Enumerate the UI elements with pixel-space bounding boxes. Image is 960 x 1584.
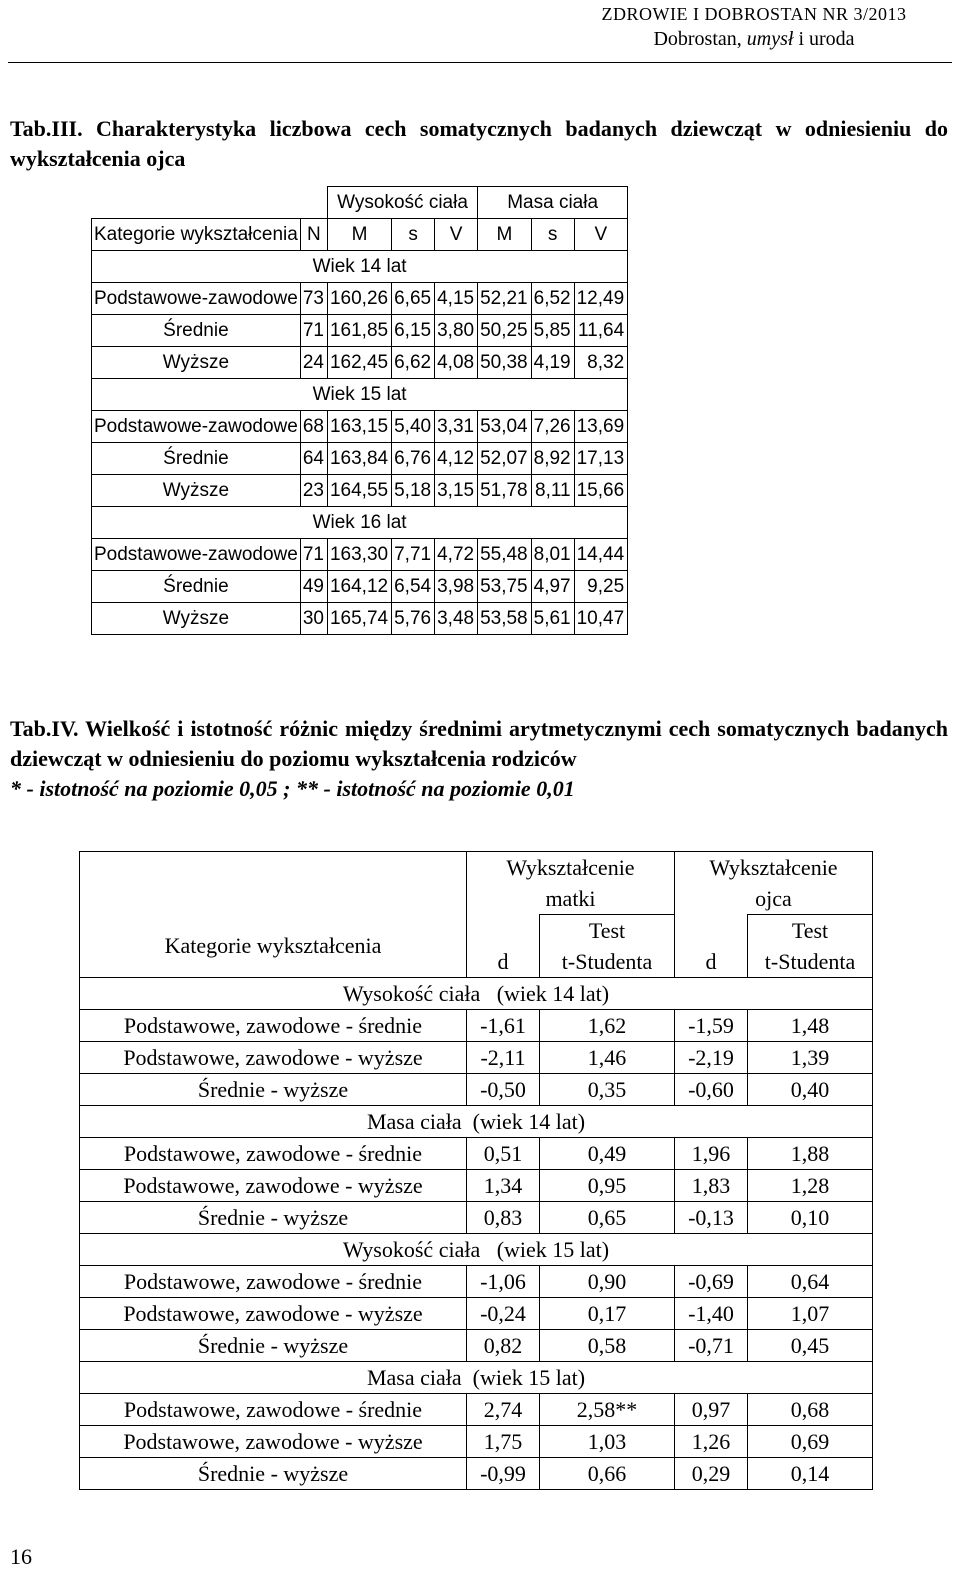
table4-cell: 1,46: [540, 1042, 675, 1074]
table4-father-test-line2: t-Studenta: [764, 949, 856, 974]
table4-cell: 0,97: [675, 1394, 748, 1426]
table3-cell: 5,76: [392, 603, 435, 635]
table4-row: [80, 1138, 873, 1170]
table4-mother-test-line2: t-Studenta: [561, 949, 653, 974]
table4-cell: -0,71: [675, 1330, 748, 1362]
table3-row-category: Średnie: [92, 315, 301, 347]
table4-row: [80, 1298, 873, 1330]
table4-cell: 1,03: [540, 1426, 675, 1458]
table4-section-row: [80, 978, 873, 1010]
table3-cell: 50,25: [478, 315, 532, 347]
table3-empty-cell: [92, 187, 301, 219]
table3-cell: 6,52: [531, 283, 574, 315]
table4-cell: 0,10: [748, 1202, 873, 1234]
table4-significance-note: * - istotność na poziomie 0,05 ; ** - istotność na poziomie 0,01: [10, 776, 575, 801]
table4-father-test-line1: Test: [791, 918, 829, 943]
table3-col-header: s: [531, 219, 574, 251]
table3-cell: 8,32: [574, 347, 628, 379]
table4-section-label: Wysokość ciała (wiek 15 lat): [80, 1234, 873, 1266]
table3-cell: 6,54: [392, 571, 435, 603]
table4-mother-line1: Wykształcenie: [506, 855, 635, 880]
table4-cell: -0,50: [467, 1074, 540, 1106]
table4-father-line1: Wykształcenie: [709, 855, 838, 880]
table4-father-d: d: [675, 915, 748, 978]
table4-row: [80, 1426, 873, 1458]
table3-col-header: M: [327, 219, 391, 251]
table4-row-category: Średnie - wyższe: [80, 1202, 467, 1234]
table3: [91, 186, 628, 635]
section-title-suffix: i uroda: [793, 28, 855, 50]
table3-cell: 3,98: [435, 571, 478, 603]
table4: [79, 851, 873, 1490]
table3-row: [92, 315, 628, 347]
table3-cell: 15,66: [574, 475, 628, 507]
table4-cell: 0,58: [540, 1330, 675, 1362]
table3-col-header: Kategorie wykształcenia: [92, 219, 301, 251]
table4-cell: 1,83: [675, 1170, 748, 1202]
table3-row: [92, 475, 628, 507]
table3-col-header: V: [574, 219, 628, 251]
table3-cell: 6,15: [392, 315, 435, 347]
table3-row: [92, 539, 628, 571]
table4-row-category: Podstawowe, zawodowe - średnie: [80, 1394, 467, 1426]
table3-cell: 4,15: [435, 283, 478, 315]
table3-col-header: N: [300, 219, 327, 251]
table3-group-mass: Masa ciała: [478, 187, 628, 219]
table3-cell: 7,71: [392, 539, 435, 571]
table4-cell: 0,68: [748, 1394, 873, 1426]
table3-cell: 17,13: [574, 443, 628, 475]
table3-cell: 49: [300, 571, 327, 603]
table4-cell: 2,74: [467, 1394, 540, 1426]
table4-cell: 1,48: [748, 1010, 873, 1042]
table4-cell: 0,66: [540, 1458, 675, 1490]
table4-cell: 0,49: [540, 1138, 675, 1170]
table4-cell: 0,45: [748, 1330, 873, 1362]
table4-father-test: [748, 915, 873, 978]
table3-cell: 3,48: [435, 603, 478, 635]
table3-row: [92, 411, 628, 443]
table3-row-category: Wyższe: [92, 603, 301, 635]
table4-row: [80, 1266, 873, 1298]
table4-body: [80, 852, 873, 1490]
table3-cell: 160,26: [327, 283, 391, 315]
table3-cell: 4,72: [435, 539, 478, 571]
table4-row: [80, 1458, 873, 1490]
table3-section-label: Wiek 14 lat: [92, 251, 628, 283]
table3-cell: 5,61: [531, 603, 574, 635]
table3-body: [92, 187, 628, 635]
table4-cell: -1,59: [675, 1010, 748, 1042]
table4-father-header: [675, 852, 873, 915]
table3-cell: 50,38: [478, 347, 532, 379]
table4-cell: -0,60: [675, 1074, 748, 1106]
table4-row: [80, 1202, 873, 1234]
table3-group-header-row: [92, 187, 628, 219]
table3-cell: 73: [300, 283, 327, 315]
table3-section-row: [92, 507, 628, 539]
table3-section-label: Wiek 16 lat: [92, 507, 628, 539]
table3-caption: Tab.III. Charakterystyka liczbowa cech somatycznych badanych dziewcząt w odniesieniu do wykształcenia ojca: [10, 116, 948, 171]
table3-row: [92, 347, 628, 379]
table3-cell: 7,26: [531, 411, 574, 443]
table4-cell: 0,40: [748, 1074, 873, 1106]
table4-cell: -0,24: [467, 1298, 540, 1330]
table4-row-category: Średnie - wyższe: [80, 1330, 467, 1362]
table3-row-category: Podstawowe-zawodowe: [92, 539, 301, 571]
table3-cell: 9,25: [574, 571, 628, 603]
table4-cell: 0,95: [540, 1170, 675, 1202]
table3-row-category: Wyższe: [92, 475, 301, 507]
table4-section-row: [80, 1234, 873, 1266]
table4-cell: 0,35: [540, 1074, 675, 1106]
table3-cell: 68: [300, 411, 327, 443]
table4-cell: 0,51: [467, 1138, 540, 1170]
table3-cell: 51,78: [478, 475, 532, 507]
table3-cell: 52,07: [478, 443, 532, 475]
table4-row-category: Średnie - wyższe: [80, 1458, 467, 1490]
table3-cell: 161,85: [327, 315, 391, 347]
table3-row: [92, 283, 628, 315]
table3-row-category: Podstawowe-zawodowe: [92, 283, 301, 315]
table4-header-row-1: [80, 852, 873, 915]
table4-cell: 2,58**: [540, 1394, 675, 1426]
table3-col-header: M: [478, 219, 532, 251]
table4-father-line2: ojca: [755, 886, 792, 911]
table3-cell: 4,08: [435, 347, 478, 379]
table4-section-label: Masa ciała (wiek 14 lat): [80, 1106, 873, 1138]
header-rule: [8, 62, 952, 63]
table4-mother-test: [540, 915, 675, 978]
table4-row-category: Podstawowe, zawodowe - średnie: [80, 1010, 467, 1042]
table4-row-category: Podstawowe, zawodowe - wyższe: [80, 1042, 467, 1074]
table3-cell: 30: [300, 603, 327, 635]
table3-cell: 53,58: [478, 603, 532, 635]
table3-cell: 4,97: [531, 571, 574, 603]
table4-row: [80, 1170, 873, 1202]
table3-cell: 6,62: [392, 347, 435, 379]
table3-group-height: Wysokość ciała: [327, 187, 477, 219]
table4-category-header-top: [80, 852, 467, 978]
table3-row-category: Wyższe: [92, 347, 301, 379]
table3-cell: 5,40: [392, 411, 435, 443]
table3-cell: 3,80: [435, 315, 478, 347]
table4-row-category: Podstawowe, zawodowe - wyższe: [80, 1298, 467, 1330]
table3-cell: 53,04: [478, 411, 532, 443]
table4-section-label: Masa ciała (wiek 15 lat): [80, 1362, 873, 1394]
table3-column-header-row: [92, 219, 628, 251]
table4-mother-header: [467, 852, 675, 915]
table3-cell: 71: [300, 315, 327, 347]
table4-cell: 1,39: [748, 1042, 873, 1074]
table3-col-header: V: [435, 219, 478, 251]
table3-cell: 52,21: [478, 283, 532, 315]
table4-row: [80, 1010, 873, 1042]
table4-cell: 0,29: [675, 1458, 748, 1490]
table3-col-header: s: [392, 219, 435, 251]
table4-section-row: [80, 1106, 873, 1138]
table3-cell: 6,76: [392, 443, 435, 475]
table4-cell: 1,75: [467, 1426, 540, 1458]
table4-cell: -1,61: [467, 1010, 540, 1042]
table3-cell: 10,47: [574, 603, 628, 635]
table3-cell: 165,74: [327, 603, 391, 635]
table4-cell: 1,96: [675, 1138, 748, 1170]
table3-section-row: [92, 251, 628, 283]
running-header: [564, 0, 944, 52]
table4-cell: 0,83: [467, 1202, 540, 1234]
table3-row-category: Średnie: [92, 571, 301, 603]
table3-cell: 24: [300, 347, 327, 379]
table4-row-category: Podstawowe, zawodowe - wyższe: [80, 1170, 467, 1202]
table3-cell: 8,01: [531, 539, 574, 571]
table3-cell: 6,65: [392, 283, 435, 315]
section-title-italic: umysł: [746, 28, 794, 50]
table4-row-category: Podstawowe, zawodowe - wyższe: [80, 1426, 467, 1458]
table3-cell: 4,19: [531, 347, 574, 379]
table4-mother-d: d: [467, 915, 540, 978]
table4-cell: -2,11: [467, 1042, 540, 1074]
table4-row: [80, 1330, 873, 1362]
table4-cell: 0,82: [467, 1330, 540, 1362]
table3-cell: 8,92: [531, 443, 574, 475]
table4-cell: 1,34: [467, 1170, 540, 1202]
table4-cell: -1,06: [467, 1266, 540, 1298]
table4-row: [80, 1042, 873, 1074]
table3-cell: 11,64: [574, 315, 628, 347]
page-number: 16: [10, 1544, 32, 1569]
table3-cell: 5,18: [392, 475, 435, 507]
table3-row-category: Podstawowe-zawodowe: [92, 411, 301, 443]
table4-section-label: Wysokość ciała (wiek 14 lat): [80, 978, 873, 1010]
table4-cell: 0,65: [540, 1202, 675, 1234]
table4-cell: -1,40: [675, 1298, 748, 1330]
table3-cell: 3,31: [435, 411, 478, 443]
table3-empty-cell: [300, 187, 327, 219]
table4-mother-test-line1: Test: [588, 918, 626, 943]
table3-section-label: Wiek 15 lat: [92, 379, 628, 411]
table3-row: [92, 603, 628, 635]
table4-cell: -0,99: [467, 1458, 540, 1490]
table3-cell: 163,84: [327, 443, 391, 475]
table4-cell: 1,26: [675, 1426, 748, 1458]
table4-row-category: Podstawowe, zawodowe - średnie: [80, 1138, 467, 1170]
table4-row-category: Podstawowe, zawodowe - średnie: [80, 1266, 467, 1298]
table4-cell: 1,62: [540, 1010, 675, 1042]
table4-cell: -0,13: [675, 1202, 748, 1234]
table4-row: [80, 1074, 873, 1106]
section-title-prefix: Dobrostan,: [653, 28, 747, 50]
table3-cell: 4,12: [435, 443, 478, 475]
section-title: [564, 26, 944, 52]
table3-cell: 164,12: [327, 571, 391, 603]
table4-cell: -2,19: [675, 1042, 748, 1074]
table4-section-row: [80, 1362, 873, 1394]
table4-cell: 0,64: [748, 1266, 873, 1298]
table4-cell: 1,88: [748, 1138, 873, 1170]
table4-cell: 0,90: [540, 1266, 675, 1298]
table4-cell: 0,17: [540, 1298, 675, 1330]
table3-cell: 64: [300, 443, 327, 475]
table3-cell: 23: [300, 475, 327, 507]
table4-cell: -0,69: [675, 1266, 748, 1298]
table3-cell: 12,49: [574, 283, 628, 315]
table3-section-row: [92, 379, 628, 411]
table3-cell: 163,15: [327, 411, 391, 443]
table3-cell: 162,45: [327, 347, 391, 379]
table4-mother-line2: matki: [545, 886, 596, 911]
table3-cell: 53,75: [478, 571, 532, 603]
table3-cell: 164,55: [327, 475, 391, 507]
journal-title: ZDROWIE I DOBROSTAN NR 3/2013: [601, 4, 907, 24]
table3-cell: 14,44: [574, 539, 628, 571]
table4-caption-text: Tab.IV. Wielkość i istotność różnic między średnimi arytmetycznymi cech somatycznych badanych dziewcząt w odniesieniu do poziomu wykształcenia rodziców: [10, 716, 948, 771]
table3-cell: 8,11: [531, 475, 574, 507]
table3-cell: 163,30: [327, 539, 391, 571]
table4-caption: [10, 714, 948, 804]
table4-category-header: Kategorie wykształcenia: [164, 933, 382, 958]
table4-cell: 0,14: [748, 1458, 873, 1490]
table3-cell: 71: [300, 539, 327, 571]
table3-row-category: Średnie: [92, 443, 301, 475]
table4-cell: 1,28: [748, 1170, 873, 1202]
table4-row: [80, 1394, 873, 1426]
table3-cell: 3,15: [435, 475, 478, 507]
table4-cell: 1,07: [748, 1298, 873, 1330]
table4-row-category: Średnie - wyższe: [80, 1074, 467, 1106]
table3-cell: 5,85: [531, 315, 574, 347]
table3-cell: 55,48: [478, 539, 532, 571]
table4-cell: 0,69: [748, 1426, 873, 1458]
table3-row: [92, 571, 628, 603]
table3-cell: 13,69: [574, 411, 628, 443]
table3-row: [92, 443, 628, 475]
